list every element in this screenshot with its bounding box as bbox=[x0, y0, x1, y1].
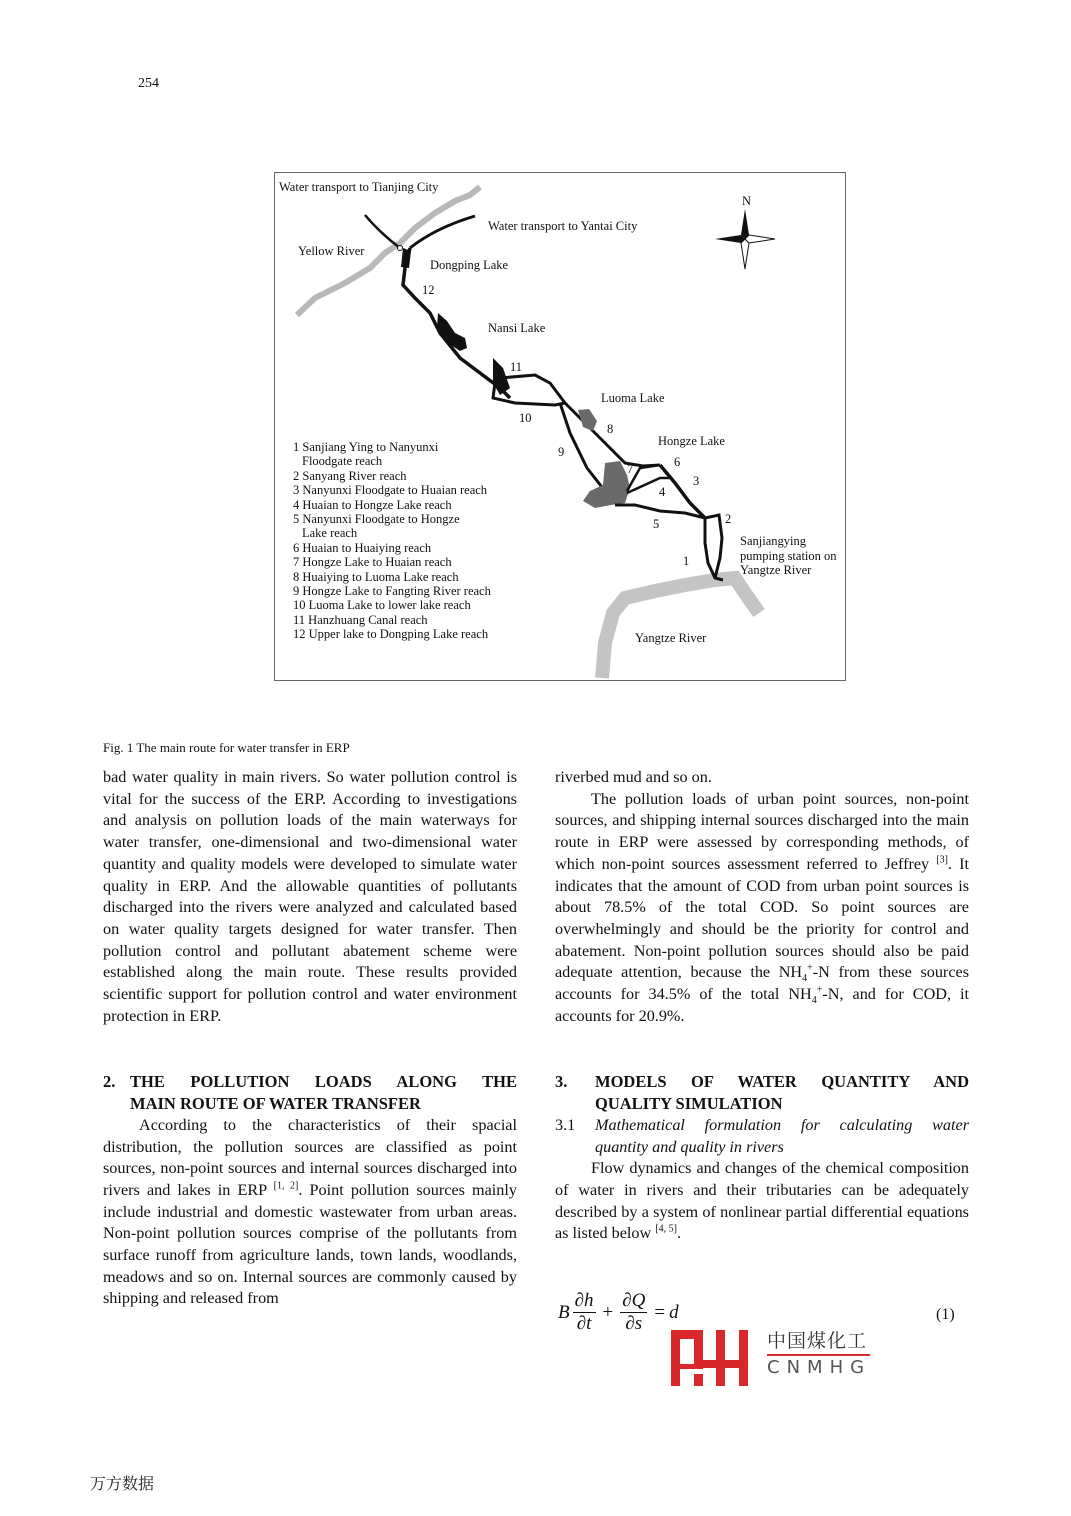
paragraph: riverbed mud and so on. bbox=[555, 768, 712, 786]
figure-caption: Fig. 1 The main route for water transfer in ERP bbox=[103, 740, 350, 755]
legend-item: 8 Huaiying to Luoma Lake reach bbox=[293, 569, 459, 584]
citation: [3] bbox=[936, 854, 948, 866]
label-north: N bbox=[742, 194, 752, 208]
watermark-en-text: CNMHG bbox=[767, 1357, 872, 1378]
reach-number-1: 1 bbox=[683, 554, 690, 568]
paragraph: According to the characteristics of their spacial distribution, the pollution sources are classified as point sources, non-point sources and internal sources discharged into rivers and lakes in ERP [1, 2]. Point pollution sources mainly include industrial and domestic wastewater from urban areas. Non-point pollution sources comprise of the pollutants from surface runoff from agriculture lands, town lands, woodlands, meadows and so on. Internal sources are commonly caused by shipping and released from bbox=[103, 1115, 517, 1308]
legend-item: 10 Luoma Lake to lower lake reach bbox=[293, 598, 471, 613]
legend-item: 1 Sanjiang Ying to Nanyunxi bbox=[293, 440, 439, 454]
hongze-lake-shape bbox=[583, 461, 630, 508]
label-luoma-lake: Luoma Lake bbox=[601, 391, 665, 405]
reach-number-9: 9 bbox=[558, 445, 565, 459]
reach-number-2: 2 bbox=[725, 512, 732, 526]
nansi-lake-shape bbox=[437, 313, 467, 351]
legend-item: 9 Hongze Lake to Fangting River reach bbox=[293, 584, 491, 599]
section-2-heading: 2. THE POLLUTION LOADS ALONG THE bbox=[103, 1072, 517, 1092]
subsection-3-1-heading: 3.1 Mathematical formulation for calculating water bbox=[555, 1115, 969, 1134]
left-column bbox=[103, 767, 517, 1310]
page-number: 254 bbox=[138, 76, 159, 91]
citation: [1, 2] bbox=[273, 1180, 299, 1192]
cnmhg-watermark-logo bbox=[671, 1326, 871, 1386]
label-dongping-lake: Dongping Lake bbox=[430, 258, 509, 272]
legend-item: 6 Huaian to Huaiying reach bbox=[293, 540, 432, 555]
section-3-heading-cont: QUALITY SIMULATION bbox=[595, 1094, 783, 1114]
legend-item: 11 Hanzhuang Canal reach bbox=[293, 612, 428, 627]
reach-number-6: 6 bbox=[674, 455, 681, 469]
reach-number-8: 8 bbox=[607, 422, 614, 436]
dongping-lake-shape bbox=[401, 248, 411, 268]
yangtze-river-shape bbox=[602, 578, 759, 678]
reach-number-5: 5 bbox=[653, 517, 660, 531]
route-2 bbox=[705, 515, 722, 578]
label-yantai: Water transport to Yantai City bbox=[488, 219, 638, 233]
route-tianjing bbox=[365, 215, 400, 248]
equation-1: B $\frac{\partial h}{\partial t}$ + $\frac{\partial Q}{\partial s}$ = d bbox=[558, 1290, 679, 1334]
reach-number-4: 4 bbox=[659, 485, 666, 499]
label-sanjiangying: Sanjiangying pumping station on Yangtze River bbox=[740, 534, 837, 577]
reach-number-10: 10 bbox=[519, 411, 532, 425]
citation: [4, 5] bbox=[655, 1223, 677, 1235]
right-column bbox=[555, 767, 969, 1245]
label-tianjing: Water transport to Tianjing City bbox=[279, 180, 439, 194]
paragraph: Flow dynamics and changes of the chemical composition of water in rivers and their tributaries can be adequately described by a system of nonlinear partial differential equations as listed below [4, 5]. bbox=[555, 1159, 969, 1243]
legend-item: 5 Nanyunxi Floodgate to Hongze bbox=[293, 512, 460, 527]
paragraph: The pollution loads of urban point sources, non-point sources, and shipping internal sources discharged into the main route in ERP were assessed by corresponding methods, of which non-point sources assessment referred to Jeffrey [3]. It indicates that the amount of COD from urban point sources is about 78.5% of the total COD. So point sources are overwhelmingly and should be the priority for control and abatement. Non-point pollution sources should also be paid adequate attention, because the $NH_4^+-N$ from these sources accounts for 34.5% of the total $NH_4^+-N$, and for COD, it accounts for 20.9%. bbox=[555, 789, 970, 1025]
reach-number-7: 7 bbox=[627, 462, 634, 476]
legend-item-cont: Lake reach bbox=[302, 526, 358, 541]
legend-item: 2 Sanyang River reach bbox=[293, 468, 407, 483]
footer-source-label: 万方数据 bbox=[90, 1474, 155, 1493]
legend-item-cont: Floodgate reach bbox=[302, 454, 383, 469]
paragraph: bad water quality in main rivers. So water pollution control is vital for the success of the ERP. According to investigations and analysis on pollution loads of the main waterways for water transfer, one-dimensional and two-dimensional water quantity and quality models were developed to simulate water quality in ERP. And the allowable quantities of pollutants discharged into the rivers were analyzed and calculated based on water quality targets designed for water transfer. Then pollution control and pollutant abatement scheme were established along the main route. These results provided scientific support for pollution control and water environment protection in ERP. bbox=[103, 768, 517, 1025]
legend-item: 3 Nanyunxi Floodgate to Huaian reach bbox=[293, 483, 488, 498]
watermark-cn-text: 中国煤化工 bbox=[767, 1330, 868, 1352]
watermark-divider bbox=[767, 1354, 870, 1356]
fraction-dq-ds: $\frac{\partial Q}{\partial s}$ bbox=[622, 1290, 646, 1334]
section-2-heading-cont: MAIN ROUTE OF WATER TRANSFER bbox=[130, 1094, 421, 1114]
mh-logo-icon bbox=[671, 1326, 761, 1386]
legend-item: 4 Huaian to Hongze Lake reach bbox=[293, 497, 452, 512]
reach-number-3: 3 bbox=[693, 474, 700, 488]
label-yellow-river: Yellow River bbox=[298, 244, 365, 258]
figure-map bbox=[274, 172, 846, 681]
section-3-heading: 3. MODELS OF WATER QUANTITY AND bbox=[555, 1072, 969, 1092]
reach-number-11: 11 bbox=[510, 360, 523, 374]
label-hongze-lake: Hongze Lake bbox=[658, 434, 725, 448]
north-arrow-icon bbox=[715, 209, 775, 269]
label-nansi-lake: Nansi Lake bbox=[488, 321, 546, 335]
legend-item: 12 Upper lake to Dongping Lake reach bbox=[293, 627, 489, 642]
fraction-dh-dt: $\frac{\partial h}{\partial t}$ bbox=[574, 1290, 594, 1334]
reach-number-12: 12 bbox=[422, 283, 435, 297]
label-yangtze-river: Yangtze River bbox=[635, 631, 707, 645]
equation-number: (1) bbox=[936, 1306, 955, 1323]
subsection-3-1-heading-cont: quantity and quality in rivers bbox=[595, 1137, 784, 1156]
legend-item: 7 Hongze Lake to Huaian reach bbox=[293, 555, 452, 570]
map-legend bbox=[293, 440, 491, 642]
